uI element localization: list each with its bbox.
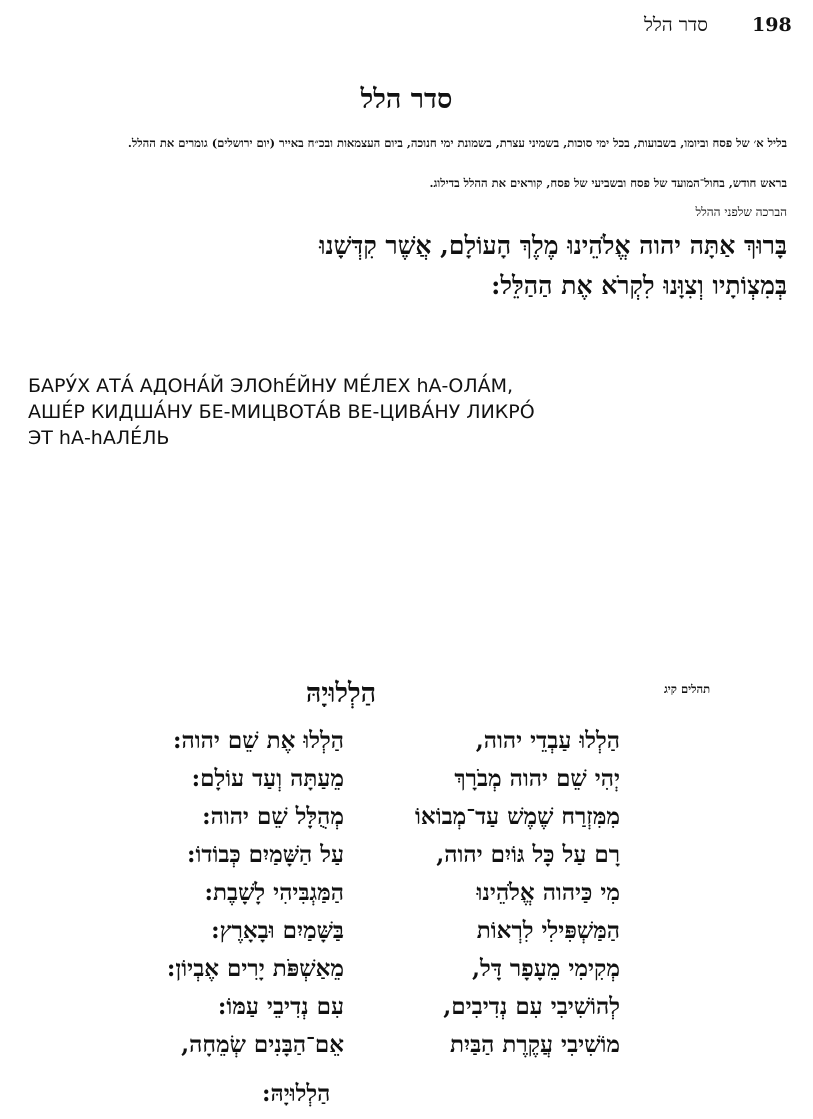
blessing-hebrew-line-1: בָּרוּךְ אַתָּה יהוה אֱלֹהֵינוּ מֶלֶךְ הָעוֹלָם, אֲשֶׁר קִדְּשָׁנוּ: [319, 231, 787, 260]
page-number: 198: [752, 14, 792, 36]
psalm-verse: [60, 993, 620, 1029]
psalm-reference: תהלים קיג: [664, 682, 711, 696]
blessing-transliteration-line-2: АШЕ́Р КИДША́НУ БЕ-МИЦВОТА́В ВЕ-ЦИВА́НУ ЛИКРО́: [28, 401, 535, 423]
verse-first-half: הַלְלוּ עַבְדֵי יהוה,: [475, 727, 620, 754]
psalm-verse: [60, 1031, 620, 1067]
instruction-full-hallel: בליל א׳ של פסח וביומו, בשבועות, בכל ימי סוכות, בשמיני עצרת, בשמונת ימי חנוכה, ביום העצמאות ובכ״ח באייר (יום ירושלים) גומרים את ההלל.: [127, 136, 787, 150]
blessing-hebrew-line-2: בְּמִצְוֹתָיו וְצִוָּנוּ לִקְרֹא אֶת הַהַלֵּל:: [491, 271, 787, 300]
verse-first-half: לְהוֹשִׁיבִי עִם נְדִיבִים,: [443, 993, 620, 1020]
psalm-verse: [60, 727, 620, 763]
verse-first-half: יְהִי שֵׁם יהוה מְבֹרָךְ: [454, 765, 620, 792]
blessing-transliteration-line-1: БАРУ́Х АТА́ АДОНА́Й ЭЛОhЕ́ЙНУ МЕ́ЛЕХ hА-ОЛА́М,: [28, 375, 514, 397]
verse-second-half: מֵעַתָּה וְעַד עוֹלָם:: [191, 765, 344, 792]
verse-second-half: הַמַּגְבִּיהִי לָשָׁבֶת:: [204, 879, 344, 906]
blessing-caption: הברכה שלפני ההלל: [695, 205, 787, 219]
verse-first-half: מוֹשִׁיבִי עֲקֶרֶת הַבַּיִת: [450, 1031, 620, 1058]
psalm-verse: [60, 917, 620, 953]
verse-second-half: עַל הַשָּׁמַיִם כְּבוֹדוֹ:: [187, 841, 344, 868]
psalm-verse: [60, 955, 620, 991]
instruction-partial-hallel: בראש חודש, בחול־המועד של פסח ובשביעי של פסח, קוראים את ההלל בדילוג.: [429, 176, 787, 190]
verse-second-half: מְהֻלָּל שֵׁם יהוה:: [202, 803, 344, 830]
running-head-title: סדר הלל: [643, 14, 708, 36]
blessing-transliteration-line-3: ЭТ hА-hАЛЕ́ЛЬ: [28, 427, 170, 449]
psalm-verse: [60, 879, 620, 915]
verse-first-half: מְקִימִי מֵעָפָר דָּל,: [472, 955, 620, 982]
verse-second-half: אֵם־הַבָּנִים שְׂמֵחָה,: [181, 1031, 344, 1058]
psalm-verse: [60, 765, 620, 801]
psalm-verse: [60, 841, 620, 877]
psalm-title: הַלְלוּיָהּ: [305, 678, 377, 709]
verse-first-half: מִמִּזְרַח שֶׁמֶשׁ עַד־מְבוֹאוֹ: [415, 803, 620, 830]
verse-first-half: רָם עַל כָּל גּוֹיִם יהוה,: [436, 841, 620, 868]
psalm-closing: הַלְלוּיָהּ:: [262, 1080, 331, 1107]
verse-second-half: מֵאַשְׁפֹּת יָרִים אֶבְיוֹן:: [166, 955, 344, 982]
verse-second-half: הַלְלוּ אֶת שֵׁם יהוה:: [173, 727, 344, 754]
psalm-verse: [60, 803, 620, 839]
verse-first-half: הַמַּשְׁפִּילִי לִרְאוֹת: [476, 917, 620, 944]
verse-second-half: עִם נְדִיבֵי עַמּוֹ:: [217, 993, 344, 1020]
verse-first-half: מִי כַּיהוה אֱלֹהֵינוּ: [476, 879, 620, 906]
verse-second-half: בַּשָּׁמַיִם וּבָאָרֶץ:: [211, 917, 344, 944]
section-title: סדר הלל: [360, 84, 453, 115]
